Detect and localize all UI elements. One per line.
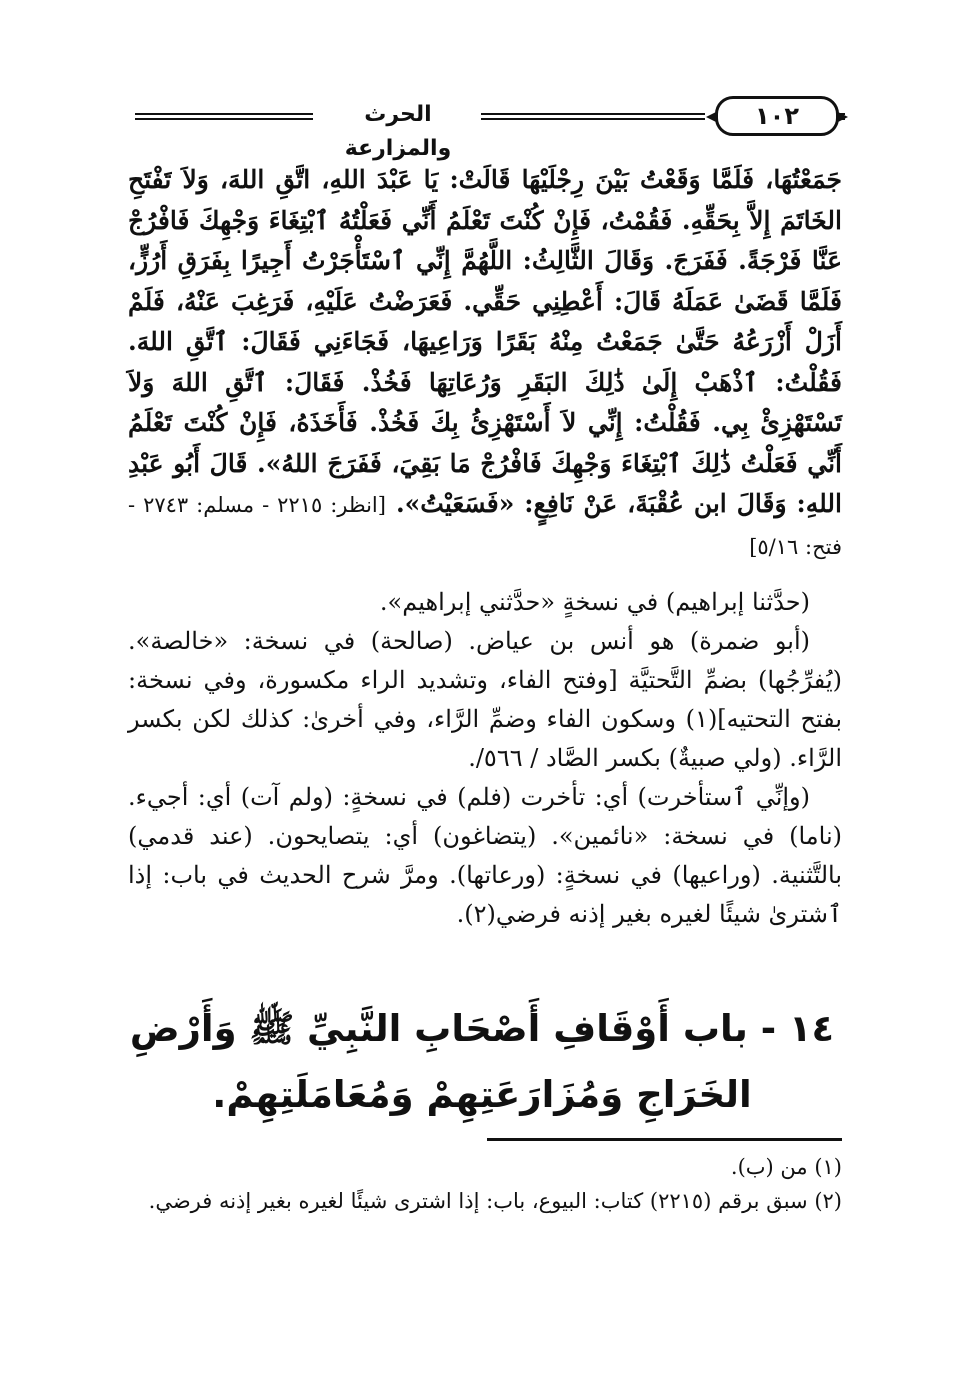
running-title: الحرث والمزارعة xyxy=(344,102,452,161)
hadith-text xyxy=(128,160,842,567)
commentary xyxy=(128,583,842,934)
commentary-paragraph: (حدَّثنا إبراهيم) في نسخةٍ «حدَّثني إبراهيم». xyxy=(379,588,810,616)
footnote: (٢) سبق برقم (٢٢١٥) كتاب: البيوع، باب: إذا اشترى شيئًا لغيره بغير إذنه فرضي. xyxy=(148,1189,842,1213)
footnotes xyxy=(128,1150,842,1218)
commentary-paragraph: (وإنِّي ٱستأخرت) أي: تأخرت (فلم) في نسخةٍ: (ولم آت) أي: أجيء. (ناما) في نسخة: «نائمين». (يتضاغون) أي: يتصايحون. (عند قدمي) بالتَّثنية. (وراعيها) في نسخةٍ: (ورعاتها). ومرَّ شرح الحديث في باب: إذا ٱشترىٰ شيئًا لغيره بغير إذنه فرضي(٢). xyxy=(128,783,842,928)
hadith-reference: [انظر: ٢٢١٥ - مسلم: ٢٧٤٣ - فتح: ٥/١٦] xyxy=(128,493,842,559)
hadith-paragraph xyxy=(128,160,842,567)
header-rule-middle xyxy=(481,113,705,120)
footnote: (١) من (ب). xyxy=(730,1155,842,1179)
page-number: ١٠٢ xyxy=(715,96,839,136)
commentary-paragraph: (أبو ضمرة) هو أنس بن عياض. (صالحة) في نسخة: «خالصة». (يُفرِّجُها) بضمِّ التَّحتيَّة [وفتح الفاء، وتشديد الراء مكسورة، وفي نسخة: بفتح التحتيه](١) وسكون الفاء وضمِّ الرَّاء، وفي أخرىٰ: كذلك لكن بكسر الرَّاء. (ولي صبيةٌ) بكسر الصَّاد / ٥٦٦/. xyxy=(128,627,843,772)
footnote-separator xyxy=(487,1138,842,1141)
hadith-body: جَمَعْتُهَا، فَلَمَّا وَقَعْتُ بَيْنَ رِجْلَيْهَا قَالَتْ: يَا عَبْدَ اللهِ، اتَّقِ اللهَ، وَلاَ تَفْتَحِ الخَاتَمَ إِلاَّ بِحَقِّهِ. فَقُمْتُ، فَإِنْ كُنْتَ تَعْلَمُ أَنِّي فَعَلْتُهُ ٱبْتِغَاءَ وَجْهِكَ فَافْرُجْ عَنَّا فَرْجَةً. فَفَرَجَ. وَقَالَ الثَّالِثُ: اللَّهُمَّ إِنِّي ٱسْتَأْجَرْتُ أَجِيرًا بِفَرَقِ أَرُزٍّ، فَلَمَّا قَضَىٰ عَمَلَهُ قَالَ: أَعْطِنِي حَقِّي. فَعَرَضْتُ عَلَيْهِ، فَرَغِبَ عَنْهُ، فَلَمْ أَزَلْ أَزْرَعُهُ حَتَّىٰ جَمَعْتُ مِنْهُ بَقَرًا وَرَاعِيهَا، فَجَاءَنِي فَقَالَ: ٱتَّقِ اللهَ. فَقُلْتُ: ٱذْهَبْ إِلَىٰ ذَٰلِكَ البَقَرِ وَرُعَاتِهَا فَخُذْ. فَقَالَ: ٱتَّقِ اللهَ وَلاَ تَسْتَهْزِئْ بِي. فَقُلْتُ: إِنِّي لاَ أَسْتَهْزِئُ بِكَ فَخُذْ. فَأَخَذَهُ، فَإِنْ كُنْتَ تَعْلَمُ أَنِّي فَعَلْتُ ذَٰلِكَ ٱبْتِغَاءَ وَجْهِكَ فَافْرُجْ مَا بَقِيَ، فَفَرَجَ اللهُ». قَالَ أَبُو عَبْدِ اللهِ: وَقَالَ ابن عُقْبَةَ، عَنْ نَافِعٍ: «فَسَعَيْتُ». xyxy=(128,165,842,518)
chapter-heading: ١٤ - باب أَوْقَافِ أَصْحَابِ النَّبِيِّ ﷺ وَأَرْضِ الخَرَاجِ وَمُزَارَعَتِهِمْ وَمُعَامَلَتِهِمْ. xyxy=(129,1007,835,1116)
header-rule-left xyxy=(135,113,313,120)
page-header xyxy=(125,96,845,161)
header-rule-right xyxy=(839,113,845,120)
